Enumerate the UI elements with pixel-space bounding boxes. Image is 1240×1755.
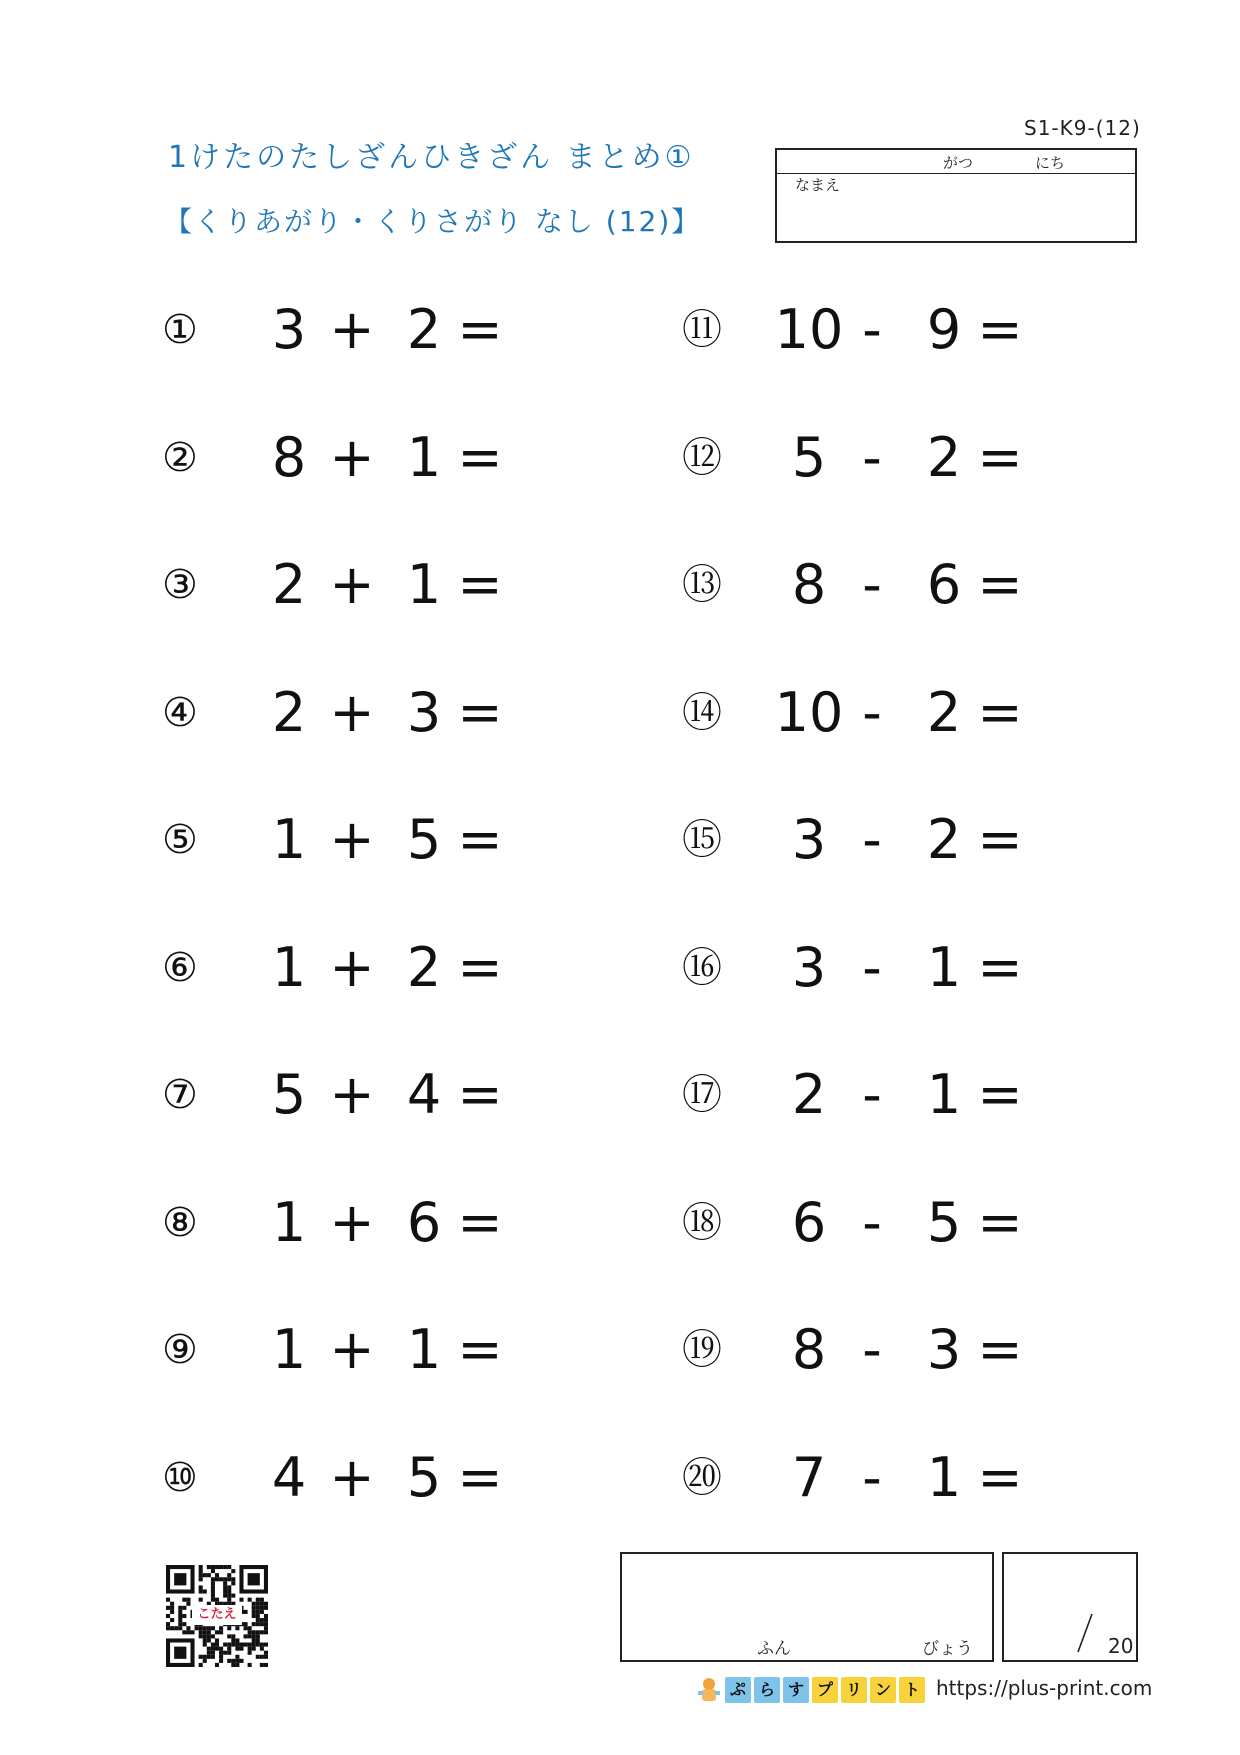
equals-sign: = <box>457 808 503 871</box>
operator: + <box>329 935 375 999</box>
score-box <box>1002 1552 1138 1662</box>
problem-number: ⑰ <box>682 1072 722 1118</box>
operator: - <box>862 1318 882 1381</box>
operator: + <box>329 425 375 489</box>
equals-sign: = <box>457 1063 503 1126</box>
operand-a: 6 <box>791 1190 827 1254</box>
equals-sign: = <box>977 935 1023 999</box>
problem-number: ⑳ <box>682 1454 722 1501</box>
problem-number: ① <box>162 307 198 353</box>
equals-sign: = <box>977 1318 1023 1381</box>
problem-number: ⑪ <box>682 307 722 353</box>
operand-b: 1 <box>926 935 962 999</box>
operand-b: 3 <box>926 1318 962 1381</box>
operator: - <box>862 1063 882 1126</box>
problem-row <box>682 1055 1202 1135</box>
operator: + <box>329 553 375 616</box>
brand-char: リ <box>841 1677 867 1703</box>
operand-a: 3 <box>791 808 827 871</box>
problem-row <box>162 418 682 498</box>
equals-sign: = <box>457 935 503 999</box>
problem-row <box>682 1183 1202 1263</box>
equals-sign: = <box>977 1445 1023 1509</box>
problem-row <box>162 1310 682 1390</box>
operand-b: 5 <box>926 1190 962 1254</box>
operator: + <box>329 1063 375 1126</box>
worksheet-code: S1-K9-(12) <box>1024 116 1141 140</box>
operand-b: 2 <box>926 425 962 489</box>
problem-number: ② <box>162 434 198 481</box>
problem-row <box>162 1438 682 1518</box>
operand-a: 2 <box>791 1063 827 1126</box>
operand-b: 2 <box>406 935 442 999</box>
seconds-label: びょう <box>922 1639 973 1659</box>
brand-char: す <box>783 1677 809 1703</box>
operand-a: 2 <box>271 680 307 744</box>
month-label: がつ <box>943 154 974 172</box>
equals-sign: = <box>977 1190 1023 1254</box>
equals-sign: = <box>457 298 503 361</box>
operator: - <box>862 935 882 999</box>
operand-a: 3 <box>271 298 307 361</box>
problem-row <box>682 1310 1202 1390</box>
operand-b: 5 <box>406 1445 442 1509</box>
problem-row <box>682 673 1202 753</box>
operand-a: 8 <box>791 553 827 616</box>
operator: + <box>329 1318 375 1381</box>
problem-row <box>682 290 1202 370</box>
operand-a: 8 <box>271 425 307 489</box>
operator: - <box>862 680 882 744</box>
problem-row <box>162 1183 682 1263</box>
brand-char: ぷ <box>725 1677 751 1703</box>
operand-a: 4 <box>271 1445 307 1509</box>
name-label: なまえ <box>795 176 841 194</box>
problem-number: ⑩ <box>162 1454 198 1501</box>
problem-row <box>162 800 682 880</box>
name-date-box <box>775 148 1137 243</box>
problem-number: ⑲ <box>682 1327 722 1373</box>
qr-code[interactable] <box>166 1565 268 1667</box>
problem-number: ⑬ <box>682 562 722 608</box>
problem-row <box>162 928 682 1008</box>
problem-number: ⑭ <box>682 689 722 736</box>
operator: + <box>329 1190 375 1254</box>
minutes-label: ふん <box>757 1639 791 1659</box>
operand-a: 5 <box>791 425 827 489</box>
problem-number: ⑤ <box>162 817 198 863</box>
operator: - <box>862 298 882 361</box>
problem-number: ③ <box>162 562 198 608</box>
brand-char: プ <box>812 1677 838 1703</box>
problem-row <box>682 545 1202 625</box>
equals-sign: = <box>457 1318 503 1381</box>
mascot-icon <box>696 1675 722 1705</box>
operand-b: 3 <box>406 680 442 744</box>
brand-char: ン <box>870 1677 896 1703</box>
equals-sign: = <box>977 680 1023 744</box>
problem-row <box>162 673 682 753</box>
problem-number: ⑧ <box>162 1199 198 1246</box>
equals-sign: = <box>457 425 503 489</box>
brand-name <box>725 1677 925 1703</box>
operand-a: 1 <box>271 935 307 999</box>
operator: - <box>862 808 882 871</box>
problem-number: ⑫ <box>682 434 722 481</box>
operand-b: 4 <box>406 1063 442 1126</box>
operand-b: 1 <box>926 1445 962 1509</box>
problem-number: ⑨ <box>162 1327 198 1373</box>
operand-b: 2 <box>406 298 442 361</box>
problem-number: ④ <box>162 689 198 736</box>
operand-b: 9 <box>926 298 962 361</box>
operand-a: 8 <box>791 1318 827 1381</box>
operand-b: 2 <box>926 680 962 744</box>
operator: - <box>862 425 882 489</box>
problem-number: ⑥ <box>162 944 198 991</box>
problem-row <box>682 928 1202 1008</box>
equals-sign: = <box>977 425 1023 489</box>
brand-char: ら <box>754 1677 780 1703</box>
operand-a: 7 <box>791 1445 827 1509</box>
site-url[interactable]: https://plus-print.com <box>936 1676 1153 1700</box>
worksheet-subtitle: 【くりあがり・くりさがり なし (12)】 <box>164 205 702 238</box>
time-box <box>620 1552 994 1662</box>
date-row <box>777 150 1135 174</box>
operand-b: 1 <box>406 425 442 489</box>
equals-sign: = <box>457 1445 503 1509</box>
equals-sign: = <box>977 553 1023 616</box>
operator: - <box>862 1190 882 1254</box>
operand-a: 1 <box>271 1190 307 1254</box>
operator: - <box>862 553 882 616</box>
problem-row <box>162 290 682 370</box>
problem-number: ⑱ <box>682 1199 722 1246</box>
operand-a: 1 <box>271 808 307 871</box>
operand-a: 1 <box>271 1318 307 1381</box>
equals-sign: = <box>977 1063 1023 1126</box>
problem-number: ⑦ <box>162 1072 198 1118</box>
operand-b: 1 <box>406 553 442 616</box>
problem-row <box>162 545 682 625</box>
operator: + <box>329 298 375 361</box>
operand-a: 10 <box>774 298 844 361</box>
operator: + <box>329 1445 375 1509</box>
operand-b: 2 <box>926 808 962 871</box>
qr-answer-label: こたえ <box>192 1605 242 1625</box>
operand-b: 1 <box>406 1318 442 1381</box>
equals-sign: = <box>457 553 503 616</box>
equals-sign: = <box>457 1190 503 1254</box>
problem-row <box>162 1055 682 1135</box>
operand-a: 2 <box>271 553 307 616</box>
equals-sign: = <box>977 298 1023 361</box>
operand-b: 1 <box>926 1063 962 1126</box>
operand-b: 6 <box>926 553 962 616</box>
problem-row <box>682 1438 1202 1518</box>
operand-a: 3 <box>791 935 827 999</box>
equals-sign: = <box>977 808 1023 871</box>
brand-logo <box>696 1673 925 1707</box>
operator: + <box>329 680 375 744</box>
operator: - <box>862 1445 882 1509</box>
operator: + <box>329 808 375 871</box>
operand-b: 6 <box>406 1190 442 1254</box>
operand-b: 5 <box>406 808 442 871</box>
score-total: 20 <box>1108 1634 1134 1658</box>
equals-sign: = <box>457 680 503 744</box>
day-label: にち <box>1035 154 1066 172</box>
problem-row <box>682 418 1202 498</box>
problem-number: ⑯ <box>682 944 722 991</box>
operand-a: 5 <box>271 1063 307 1126</box>
worksheet-title: 1けたのたしざんひきざん まとめ① <box>168 140 695 175</box>
problem-row <box>682 800 1202 880</box>
problem-number: ⑮ <box>682 817 722 863</box>
operand-a: 10 <box>774 680 844 744</box>
brand-char: ト <box>899 1677 925 1703</box>
